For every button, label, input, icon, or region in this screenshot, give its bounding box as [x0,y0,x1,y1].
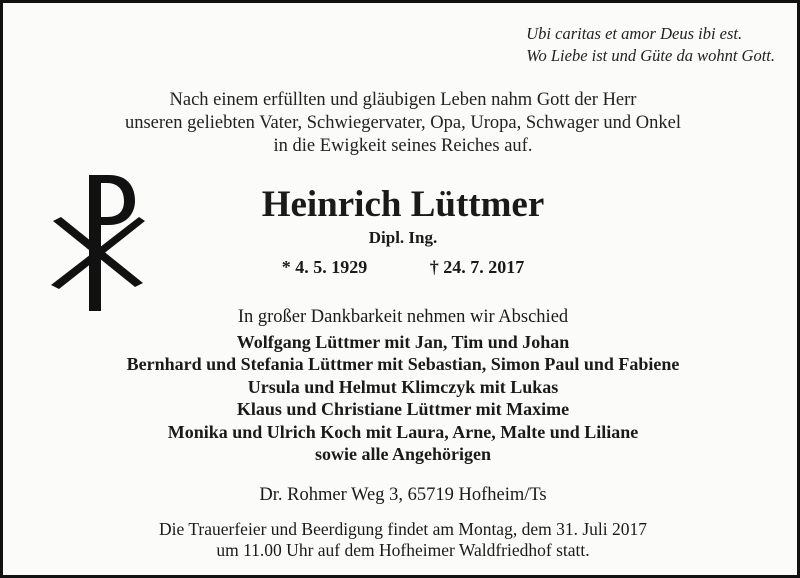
family-member: Klaus und Christiane Lüttmer mit Maxime [236,399,570,420]
intro-line: in die Ewigkeit seines Reiches auf. [273,136,533,156]
family-member: sowie alle Angehörigen [315,444,491,465]
funeral-notice [3,519,800,561]
family-member: Monika und Ulrich Koch mit Laura, Arne, Malte und Liliane [167,421,639,442]
family-member: Wolfgang Lüttmer mit Jan, Tim und Johan [236,332,570,352]
motto [526,23,775,67]
intro-text [3,89,800,158]
family-address: Dr. Rohmer Weg 3, 65719 Hofheim/Ts [259,485,547,505]
farewell-text: In großer Dankbarkeit nehmen wir Abschied [237,307,569,327]
deceased-name: Heinrich Lüttmer [261,184,545,225]
life-dates [3,256,800,278]
family-member: Ursula und Helmut Klimczyk mit Lukas [247,376,559,397]
intro-line: unseren geliebten Vater, Schwiegervater, Opa, Uropa, Schwager und Onkel [124,113,682,133]
motto-line-latin: Ubi caritas et amor Deus ibi est. [526,24,743,43]
birth-date: * 4. 5. 1929 [281,257,368,277]
motto-line-german: Wo Liebe ist und Güte da wohnt Gott. [526,46,775,65]
family-list [3,331,800,465]
family-member: Bernhard und Stefania Lüttmer mit Sebastian, Simon Paul und Fabiene [126,354,680,375]
intro-line: Nach einem erfüllten und gläubigen Leben nahm Gott der Herr [169,90,637,110]
deceased-title: Dipl. Ing. [368,228,438,247]
funeral-line: um 11.00 Uhr auf dem Hofheimer Waldfriedhof statt. [216,540,590,560]
death-date: † 24. 7. 2017 [429,257,525,277]
funeral-line: Die Trauerfeier und Beerdigung findet am Montag, dem 31. Juli 2017 [159,519,647,539]
